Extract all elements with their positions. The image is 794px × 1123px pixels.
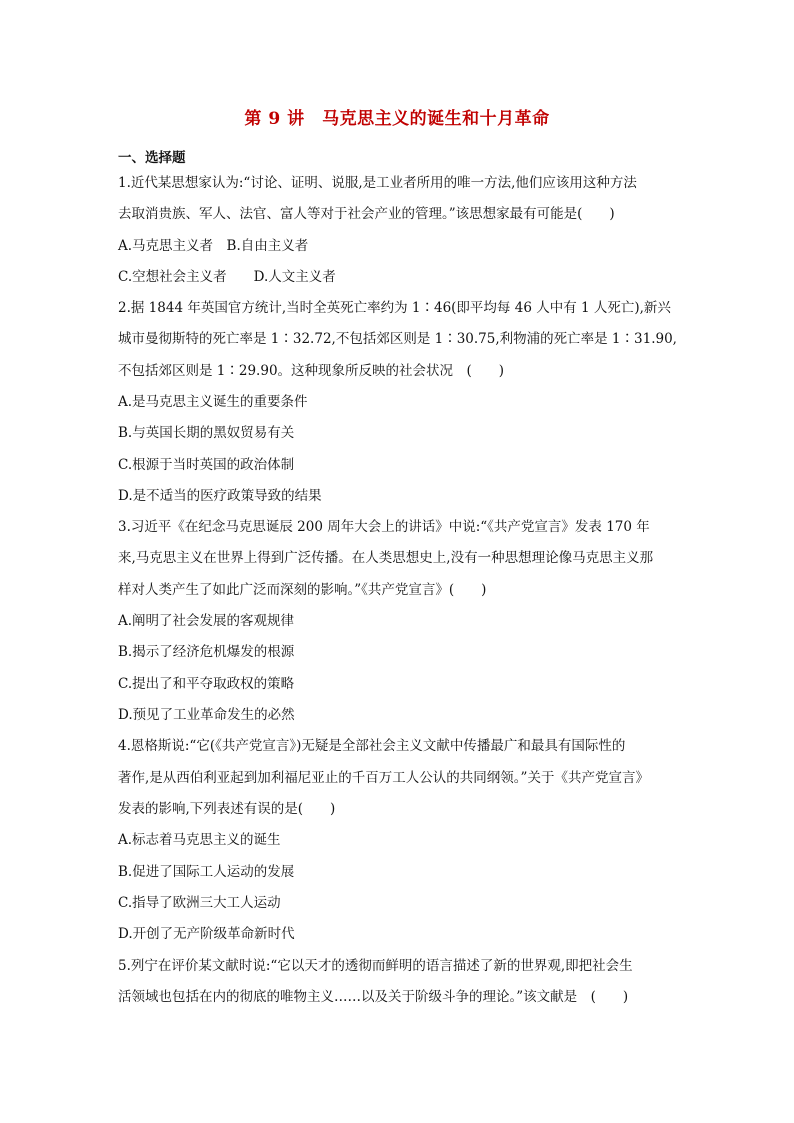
q3-option-c: C.提出了和平夺取政权的策略 — [118, 676, 295, 692]
q3-stem-line-3: 样对人类产生了如此广泛而深刻的影响。”《共产党宣言》( ) — [118, 582, 487, 598]
q3-option-d: D.预见了工业革命发生的必然 — [118, 707, 295, 723]
q3-stem-line-2: 来,马克思主义在世界上得到广泛传播。在人类思想史上,没有一种思想理论像马克思主义那 — [118, 550, 654, 566]
q2-option-b: B.与英国长期的黑奴贸易有关 — [118, 425, 295, 441]
section-heading: 一、选择题 — [118, 150, 186, 166]
q1-stem-line-1: 1.近代某思想家认为:“讨论、证明、说服,是工业者所用的唯一方法,他们应该用这种方法 — [118, 175, 637, 191]
q2-option-a: A.是马克思主义诞生的重要条件 — [118, 394, 308, 410]
q5-stem-line-2: 活领域也包括在内的彻底的唯物主义……以及关于阶级斗争的理论。”该文献是 ( ) — [118, 989, 629, 1005]
q3-stem-line-1: 3.习近平《在纪念马克思诞辰 200 周年大会上的讲话》中说:“《共产党宣言》发表 170 年 — [118, 519, 650, 535]
q5-stem-line-1: 5.列宁在评价某文献时说:“它以天才的透彻而鲜明的语言描述了新的世界观,即把社会生 — [118, 958, 633, 974]
q4-option-b: B.促进了国际工人运动的发展 — [118, 864, 295, 880]
q4-option-c: C.指导了欧洲三大工人运动 — [118, 895, 281, 911]
q2-stem-line-1: 2.据 1844 年英国官方统计,当时全英死亡率约为 1∶46(即平均每 46 人中有 1 人死亡),新兴 — [118, 300, 671, 316]
q2-option-d: D.是不适当的医疗政策导致的结果 — [118, 488, 322, 504]
q4-stem-line-3: 发表的影响,下列表述有误的是( ) — [118, 801, 336, 817]
q4-stem-line-2: 著作,是从西伯利亚起到加利福尼亚止的千百万工人公认的共同纲领。”关于《共产党宣言》 — [118, 770, 649, 786]
q4-option-d: D.开创了无产阶级革命新时代 — [118, 926, 295, 942]
q3-option-b: B.揭示了经济危机爆发的根源 — [118, 644, 295, 660]
q4-stem-line-1: 4.恩格斯说:“它(《共产党宣言》)无疑是全部社会主义文献中传播最广和最具有国际性的 — [118, 738, 626, 754]
page-title: 第 9 讲 马克思主义的诞生和十月革命 — [244, 109, 550, 129]
q1-stem-line-2: 去取消贵族、军人、法官、富人等对于社会产业的管理。”该思想家最有可能是( ) — [118, 206, 615, 222]
q1-options-ab: A.马克思主义者 B.自由主义者 — [118, 238, 309, 254]
q1-options-cd: C.空想社会主义者 D.人文主义者 — [118, 269, 336, 285]
q2-option-c: C.根源于当时英国的政治体制 — [118, 457, 295, 473]
q3-option-a: A.阐明了社会发展的客观规律 — [118, 613, 295, 629]
q2-stem-line-3: 不包括郊区则是 1∶29.90。这种现象所反映的社会状况 ( ) — [118, 363, 505, 379]
q4-option-a: A.标志着马克思主义的诞生 — [118, 832, 281, 848]
q2-stem-line-2: 城市曼彻斯特的死亡率是 1∶32.72,不包括郊区则是 1∶30.75,利物浦的死亡率是 1∶31.90, — [118, 331, 677, 347]
